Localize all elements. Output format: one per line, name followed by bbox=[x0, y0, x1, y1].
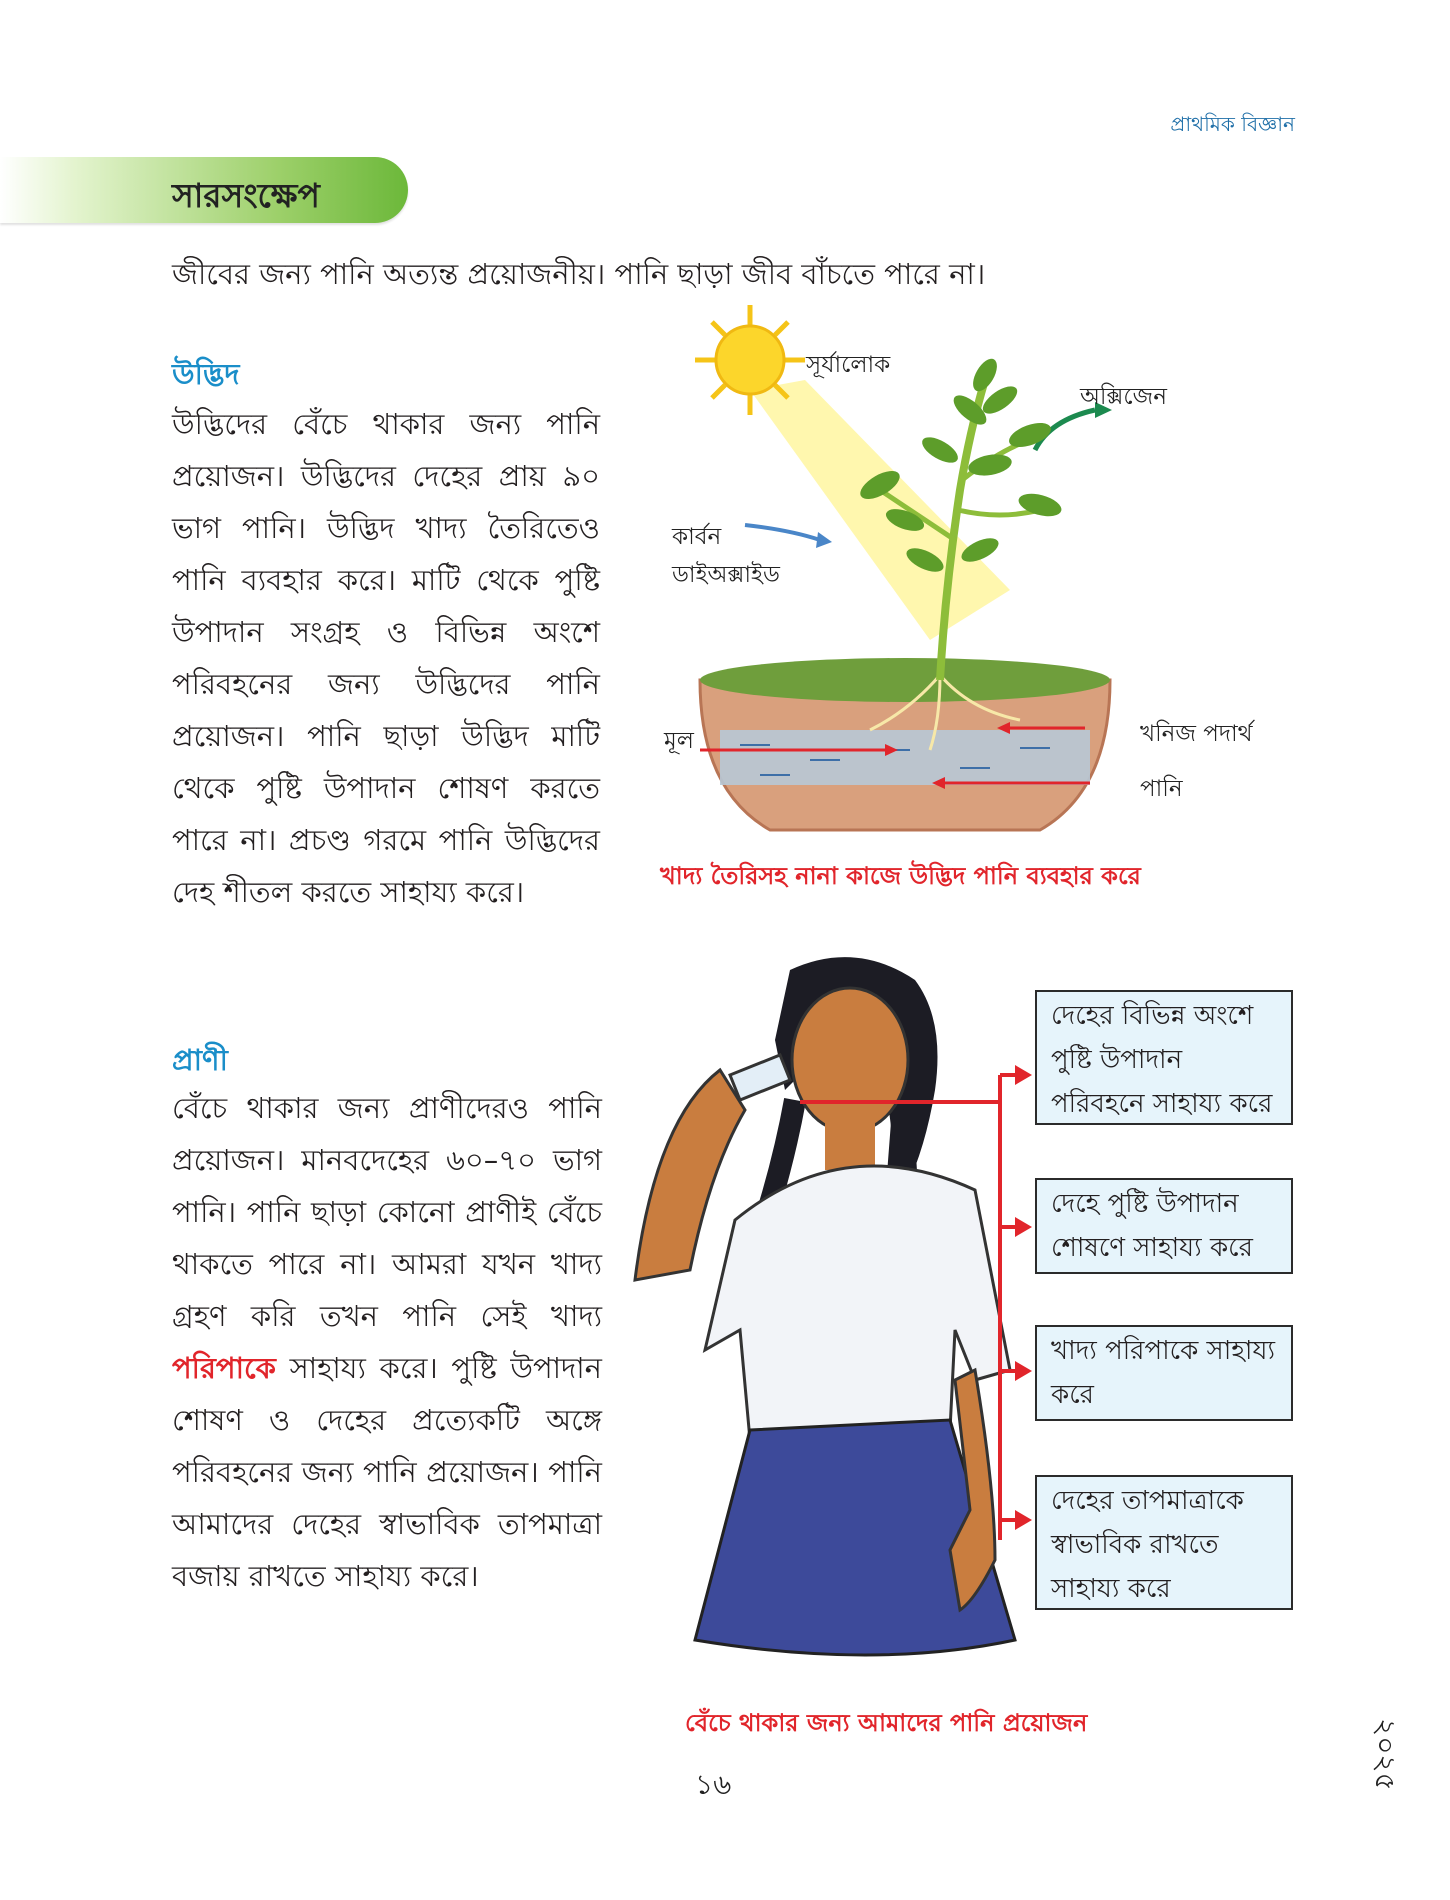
label-water: পানি bbox=[1140, 776, 1183, 802]
connector-lines bbox=[800, 1050, 1040, 1570]
label-sunlight: সূর্যালোক bbox=[806, 352, 891, 378]
page-number: ১৬ bbox=[695, 1768, 732, 1801]
plant-paragraph: উদ্ভিদের বেঁচে থাকার জন্য পানি প্রয়োজন। উদ্ভিদের দেহের প্রায় ৯০ ভাগ পানি। উদ্ভিদ খাদ্য তৈরিতেও পানি ব্যবহার করে। মাটি থেকে পুষ্টি উপাদান সংগ্রহ ও বিভিন্ন অংশে পরিবহনের জন্য উদ্ভিদের পানি প্রয়োজন। পানি ছাড়া উদ্ভিদ মাটি থেকে পুষ্টি উপাদান শোষণ করতে পারে না। প্রচণ্ড গরমে পানি উদ্ভিদের দেহ শীতল করতে সাহায্য করে। bbox=[172, 407, 600, 909]
info-box-absorption: দেহে পুষ্টি উপাদান শোষণে সাহায্য করে bbox=[1035, 1178, 1293, 1274]
animal-paragraph-part1: বেঁচে থাকার জন্য প্রাণীদেরও পানি প্রয়োজন। মানবদেহের ৬০–৭০ ভাগ পানি। পানি ছাড়া কোনো প্রাণীই বেঁচে থাকতে পারে না। আমরা যখন খাদ্য গ্রহণ করি তখন পানি সেই খাদ্য bbox=[172, 1091, 602, 1333]
animal-highlight-digestion: পরিপাকে bbox=[172, 1351, 276, 1385]
label-minerals: খনিজ পদার্থ bbox=[1140, 721, 1253, 747]
animal-paragraph bbox=[172, 1082, 602, 1602]
label-root: মূল bbox=[664, 728, 694, 754]
label-carbon-2: ডাইঅক্সাইড bbox=[672, 562, 780, 588]
label-oxygen: অক্সিজেন bbox=[1080, 384, 1167, 410]
intro-text: জীবের জন্য পানি অত্যন্ত প্রয়োজনীয়। পানি ছাড়া জীব বাঁচতে পারে না। bbox=[172, 257, 986, 291]
animal-paragraph-part2: সাহায্য করে। পুষ্টি উপাদান শোষণ ও দেহের প্রত্যেকটি অঙ্গে পরিবহনের জন্য পানি প্রয়োজন। পানি আমাদের দেহের স্বাভাবিক তাপমাত্রা বজায় রাখতে সাহায্য করে। bbox=[172, 1351, 602, 1593]
info-box-temperature: দেহের তাপমাত্রাকে স্বাভাবিক রাখতে সাহায্য করে bbox=[1035, 1475, 1293, 1610]
label-carbon-1: কার্বন bbox=[672, 524, 722, 550]
glass-icon bbox=[730, 1055, 790, 1100]
running-header: প্রাথমিক বিজ্ঞান bbox=[1170, 112, 1295, 136]
animal-caption: বেঁচে থাকার জন্য আমাদের পানি প্রয়োজন bbox=[685, 1709, 1088, 1737]
soil-pot bbox=[700, 658, 1110, 830]
animal-heading: প্রাণী bbox=[172, 1043, 228, 1077]
info-box-digestion: খাদ্য পরিপাকে সাহায্য করে bbox=[1035, 1325, 1293, 1421]
plant-caption: খাদ্য তৈরিসহ নানা কাজে উদ্ভিদ পানি ব্যবহার করে bbox=[660, 862, 1141, 890]
side-year: ২০২৫ bbox=[1369, 1718, 1402, 1791]
section-title: সারসংক্ষেপ bbox=[172, 176, 320, 215]
info-box-transport: দেহের বিভিন্ন অংশে পুষ্টি উপাদান পরিবহনে সাহায্য করে bbox=[1035, 990, 1293, 1125]
plant-heading: উদ্ভিদ bbox=[172, 357, 240, 391]
carbon-dioxide-arrow bbox=[745, 525, 820, 540]
